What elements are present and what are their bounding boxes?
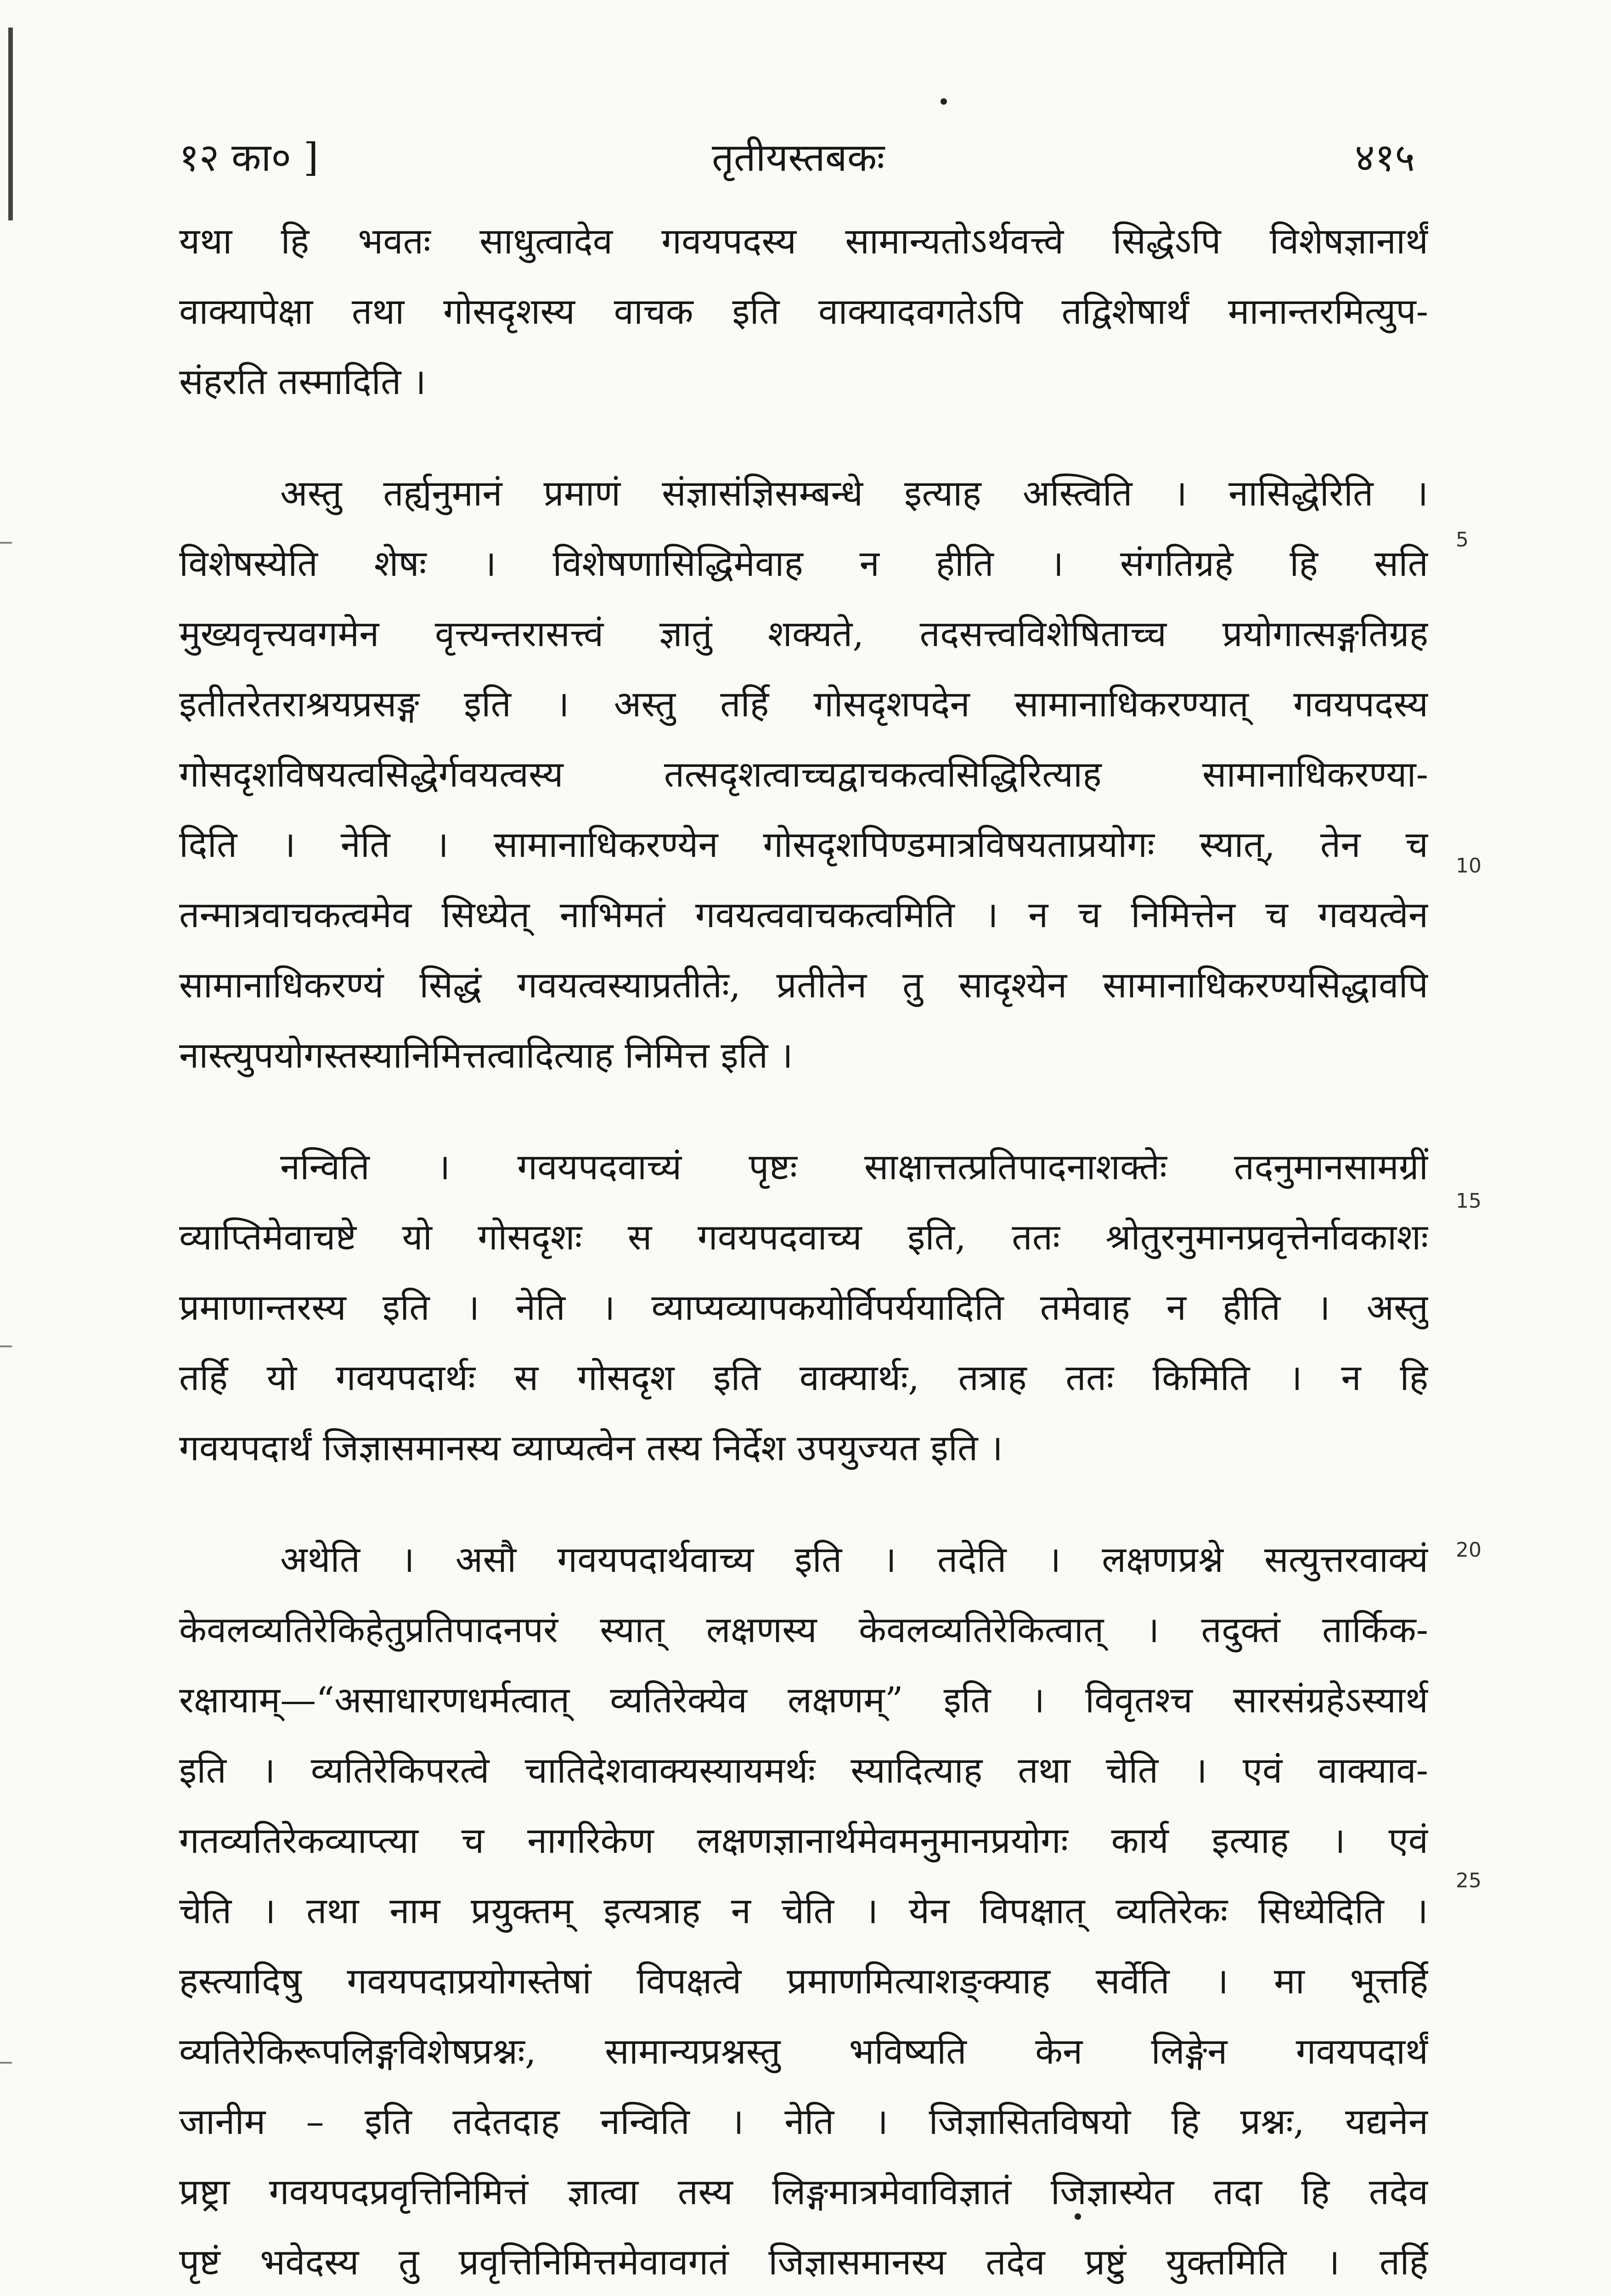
text-line: मुख्यवृत्त्यवगमेन वृत्त्यन्तरासत्त्वं ज्ञातुं शक्यते, तदसत्त्वविशेषिताच्च प्रयोगात्सङ्गतिग्रह — [179, 613, 1428, 655]
text-line: रक्षायाम्—“असाधारणधर्मत्वात् व्यतिरेक्येव लक्षणम्” इति । विवृतश्च सारसंग्रहेऽस्यार्थ — [179, 1680, 1428, 1721]
text-line: व्याप्तिमेवाचष्टे यो गोसदृशः स गवयपदवाच्य इति, ततः श्रोतुरनुमानप्रवृत्तेर्नावकाशः — [179, 1217, 1428, 1258]
text-line: नास्त्युपयोगस्तस्यानिमित्तत्वादित्याह निमित्त इति । — [179, 1035, 793, 1076]
section-marker: १२ का० ] — [179, 135, 319, 180]
text-line: हस्त्यादिषु गवयपदाप्रयोगस्तेषां विपक्षत्वे प्रमाणमित्याशङ्क्याह सर्वेति । मा भूत्तर्हि — [179, 1961, 1428, 2002]
ink-dot — [941, 98, 947, 105]
text-line: चेति । तथा नाम प्रयुक्तम् इत्यत्राह न चेति । येन विपक्षात् व्यतिरेकः सिध्येदिति । — [179, 1891, 1428, 1932]
page-number: ४१५ — [1355, 135, 1415, 180]
scan-edge-speck — [0, 542, 12, 544]
text-line: गतव्यतिरेकव्याप्त्या च नागरिकेण लक्षणज्ञानार्थमेवमनुमानप्रयोगः कार्य इत्याह । एवं — [179, 1820, 1428, 1862]
paragraph — [179, 459, 1428, 1091]
text-line: इतीतरेतराश्रयप्रसङ्ग इति । अस्तु तर्हि गोसदृशपदेन सामानाधिकरण्यात् गवयपदस्य — [179, 684, 1428, 725]
text-line: गवयपदार्थं जिज्ञासमानस्य व्याप्यत्वेन तस्य निर्देश उपयुज्यत इति । — [179, 1428, 1003, 1469]
page-header — [179, 129, 1428, 194]
text-line: तन्मात्रवाचकत्वमेव सिध्येत् नाभिमतं गवयत्ववाचकत्वमिति । न च निमित्तेन च गवयत्वेन — [179, 895, 1428, 936]
text-line: प्रमाणान्तरस्य इति । नेति । व्याप्यव्यापकयोर्विपर्ययादिति तमेवाह न हीति । अस्तु — [179, 1287, 1428, 1328]
text-line: केवलव्यतिरेकिहेतुप्रतिपादनपरं स्यात् लक्षणस्य केवलव्यतिरेकित्वात् । तदुक्तं तार्किक- — [179, 1609, 1428, 1651]
line-number: 25 — [1456, 1869, 1481, 1892]
text-line: प्रष्ट्रा गवयपदप्रवृत्तिनिमित्तं ज्ञात्वा तस्य लिङ्गमात्रमेवाविज्ञातं जिज्ञास्येत तदा हि तदेव — [179, 2172, 1428, 2213]
paragraph — [179, 207, 1428, 417]
text-line: तर्हि यो गवयपदार्थः स गोसदृश इति वाक्यार्थः, तत्राह ततः किमिति । न हि — [179, 1357, 1428, 1399]
line-number: 5 — [1456, 528, 1469, 551]
scan-edge-speck — [0, 2062, 12, 2064]
text-line: संहरति तस्मादिति । — [179, 361, 426, 403]
line-number: 10 — [1456, 854, 1481, 878]
scan-edge-speck — [0, 1345, 12, 1347]
scan-edge-mark — [8, 28, 13, 220]
text-line: गोसदृशविषयत्वसिद्धेर्गवयत्वस्य तत्सदृशत्वाच्चद्वाचकत्वसिद्धिरित्याह सामानाधिकरण्या- — [179, 754, 1428, 795]
text-line: अस्तु तर्ह्यनुमानं प्रमाणं संज्ञासंज्ञिसम्बन्धे इत्याह अस्त्विति । नासिद्धेरिति । — [280, 473, 1428, 514]
line-number: 15 — [1456, 1189, 1481, 1213]
text-line: नन्विति । गवयपदवाच्यं पृष्टः साक्षात्तत्प्रतिपादनाशक्तेः तदनुमानसामग्रीं — [280, 1147, 1428, 1188]
text-line: पृष्टं भवेदस्य तु प्रवृत्तिनिमित्तमेवावगतं जिज्ञासमानस्य तदेव प्रष्टुं युक्तमिति । तर्हि — [179, 2242, 1428, 2283]
text-line: अथेति । असौ गवयपदार्थवाच्य इति । तदेति । लक्षणप्रश्ने सत्युत्तरवाक्यं — [280, 1539, 1428, 1581]
commentary-text — [179, 207, 1428, 2296]
text-line: वाक्यापेक्षा तथा गोसदृशस्य वाचक इति वाक्यादवगतेऽपि तद्विशेषार्थं मानान्तरमित्युप- — [179, 291, 1428, 332]
paragraph — [179, 1525, 1428, 2296]
text-line: जानीम – इति तदेतदाह नन्विति । नेति । जिज्ञासितविषयो हि प्रश्नः, यद्यनेन — [179, 2101, 1428, 2143]
running-title: तृतीयस्तबकः — [712, 135, 885, 180]
text-line: सामानाधिकरण्यं सिद्धं गवयत्वस्याप्रतीतेः, प्रतीतेन तु सादृश्येन सामानाधिकरण्यसिद्धावपि — [179, 965, 1428, 1006]
text-line: इति । व्यतिरेकिपरत्वे चातिदेशवाक्यस्यायमर्थः स्यादित्याह तथा चेति । एवं वाक्याव- — [179, 1750, 1428, 1791]
text-line: विशेषस्येति शेषः । विशेषणासिद्धिमेवाह न हीति । संगतिग्रहे हि सति — [179, 543, 1428, 585]
line-number: 20 — [1456, 1538, 1481, 1562]
text-line: व्यतिरेकिरूपलिङ्गविशेषप्रश्नः, सामान्यप्रश्नस्तु भविष्यति केन लिङ्गेन गवयपदार्थं — [179, 2031, 1428, 2072]
text-line: दिति । नेति । सामानाधिकरण्येन गोसदृशपिण्डमात्रविषयताप्रयोगः स्यात्, तेन च — [179, 824, 1428, 866]
paragraph — [179, 1132, 1428, 1484]
text-line: यथा हि भवतः साधुत्वादेव गवयपदस्य सामान्यतोऽर्थवत्त्वे सिद्धेऽपि विशेषज्ञानार्थं — [179, 221, 1428, 262]
